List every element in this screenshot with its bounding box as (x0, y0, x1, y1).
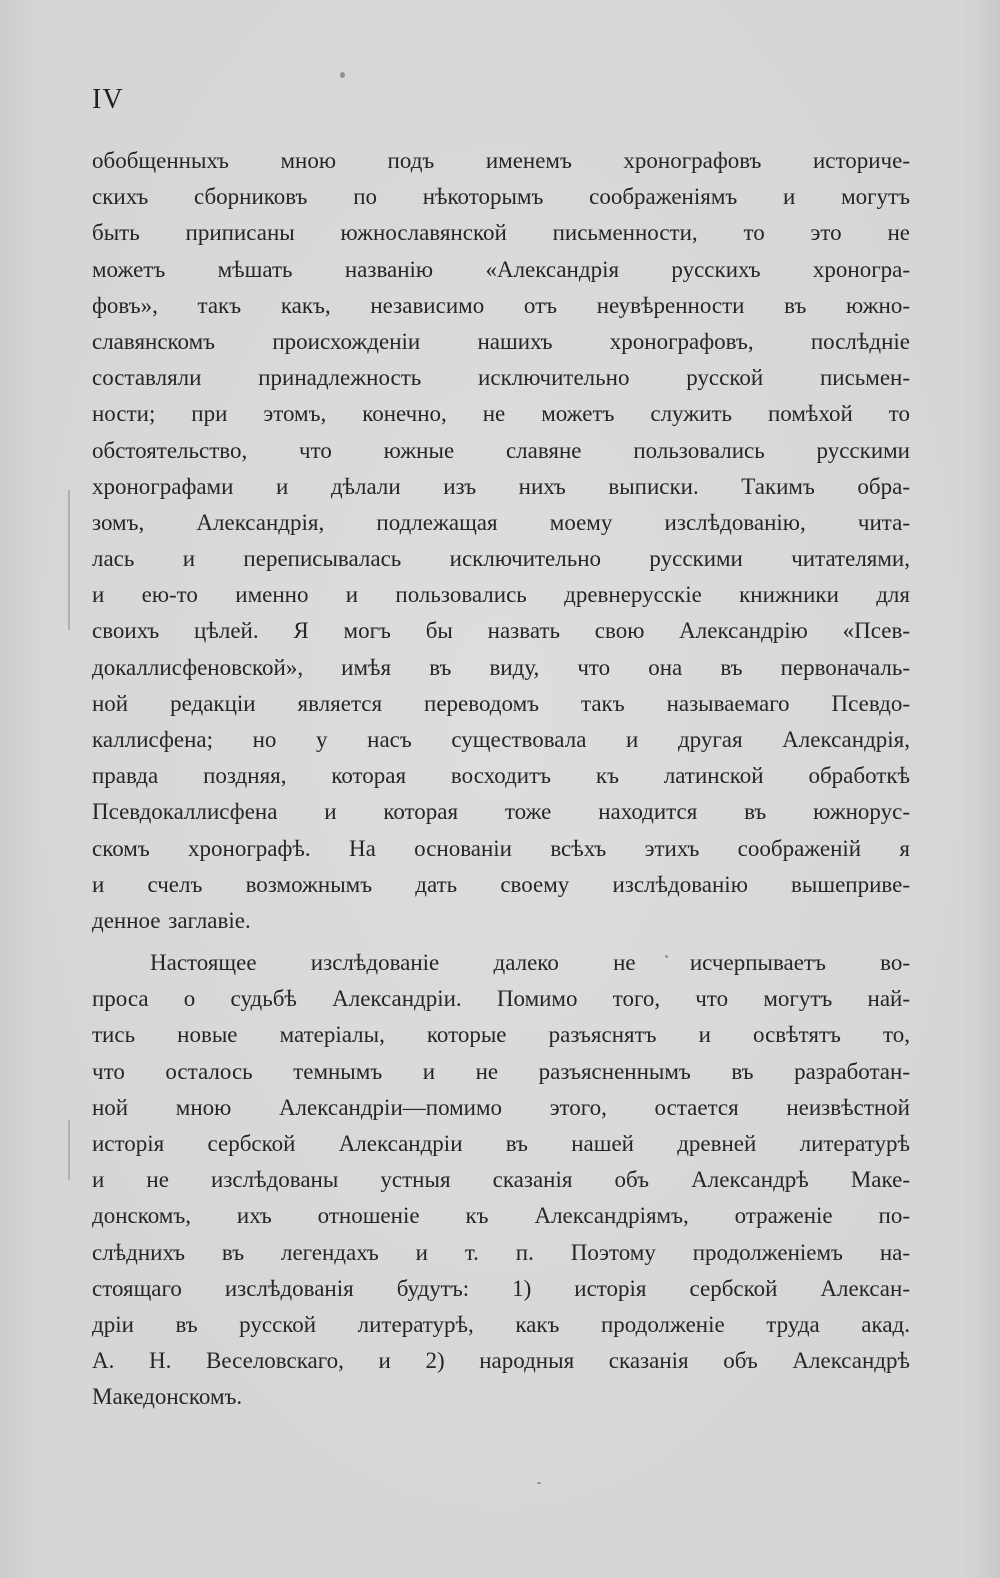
text-line: ности; при этомъ, конечно, не можетъ служить помѣхой то (92, 401, 910, 427)
text-line: составляли принадлежность исключительно русской письмен- (92, 365, 910, 391)
text-line: обстоятельство, что южные славяне пользовались русскими (92, 437, 910, 463)
text-line: скихъ сборниковъ по нѣкоторымъ соображеніямъ и могутъ (92, 184, 910, 210)
text-line: и не изслѣдованы устныя сказанія объ Александрѣ Маке- (92, 1167, 910, 1193)
text-line: зомъ, Александрія, подлежащая моему изслѣдованію, чита- (92, 509, 910, 535)
text-line: скомъ хронографѣ. На основаніи всѣхъ этихъ соображеній я (92, 835, 910, 861)
text-line: дріи въ русской литературѣ, какъ продолженіе труда акад. (92, 1311, 910, 1337)
page-number: IV (92, 84, 124, 115)
body-paragraph (92, 143, 910, 939)
margin-smudge (68, 490, 70, 630)
text-line: можетъ мѣшать названію «Александрія русскихъ хроногра- (92, 256, 910, 282)
text-line: денное заглавіе. (92, 907, 251, 933)
text-line: что осталось темнымъ и не разъясненнымъ въ разработан- (92, 1058, 910, 1084)
text-line: А. Н. Веселовскаго, и 2) народныя сказанія объ Александрѣ (92, 1348, 910, 1374)
text-line: исторія сербской Александріи въ нашей древней литературѣ (92, 1130, 910, 1156)
text-line: хронографами и дѣлали изъ нихъ выписки. Такимъ обра- (92, 473, 910, 499)
print-speck (340, 72, 345, 78)
text-line: Псевдокаллисфена и которая тоже находится въ южнорус- (92, 799, 910, 825)
text-line: обобщенныхъ мною подъ именемъ хронографовъ историче- (92, 148, 910, 173)
text-line: стоящаго изслѣдованія будутъ: 1) исторія сербской Алексан- (92, 1275, 910, 1301)
text-line: правда поздняя, которая восходитъ къ латинской обработкѣ (92, 763, 910, 789)
text-line: Настоящее изслѣдованіе далеко не исчерпываетъ во- (150, 950, 910, 975)
text-line: своихъ цѣлей. Я могъ бы назвать свою Александрію «Псев- (92, 618, 910, 644)
text-line: донскомъ, ихъ отношеніе къ Александріямъ, отраженіе по- (92, 1203, 910, 1229)
text-line: ной мною Александріи—помимо этого, остается неизвѣстной (92, 1094, 910, 1120)
text-line: славянскомъ происхожденіи нашихъ хронографовъ, послѣдніе (92, 328, 910, 354)
margin-smudge (68, 1120, 70, 1180)
text-line: и ею-то именно и пользовались древнерусскіе книжники для (92, 582, 910, 608)
body-paragraph (92, 945, 910, 1415)
text-line: и счелъ возможнымъ дать своему изслѣдованію вышеприве- (92, 871, 910, 897)
text-line: каллисфена; но у насъ существовала и другая Александрія, (92, 727, 910, 752)
text-line: быть приписаны южнославянской письменности, то это не (92, 220, 910, 246)
text-line: ной редакціи является переводомъ такъ называемаго Псевдо- (92, 690, 910, 716)
text-line: лась и переписывалась исключительно русскими читателями, (92, 546, 910, 572)
text-line: докаллисфеновской», имѣя въ виду, что она въ первоначаль- (92, 654, 910, 680)
text-line: фовъ», такъ какъ, независимо отъ неувѣренности въ южно- (92, 292, 910, 318)
print-speck (537, 1482, 541, 1484)
text-line: слѣднихъ въ легендахъ и т. п. Поэтому продолженіемъ на- (92, 1239, 910, 1265)
text-line: проса о судьбѣ Александріи. Помимо того, что могутъ най- (92, 986, 910, 1012)
text-line: Македонскомъ. (92, 1384, 243, 1410)
text-line: тись новые матеріалы, которые разъяснятъ и освѣтятъ то, (92, 1022, 910, 1048)
